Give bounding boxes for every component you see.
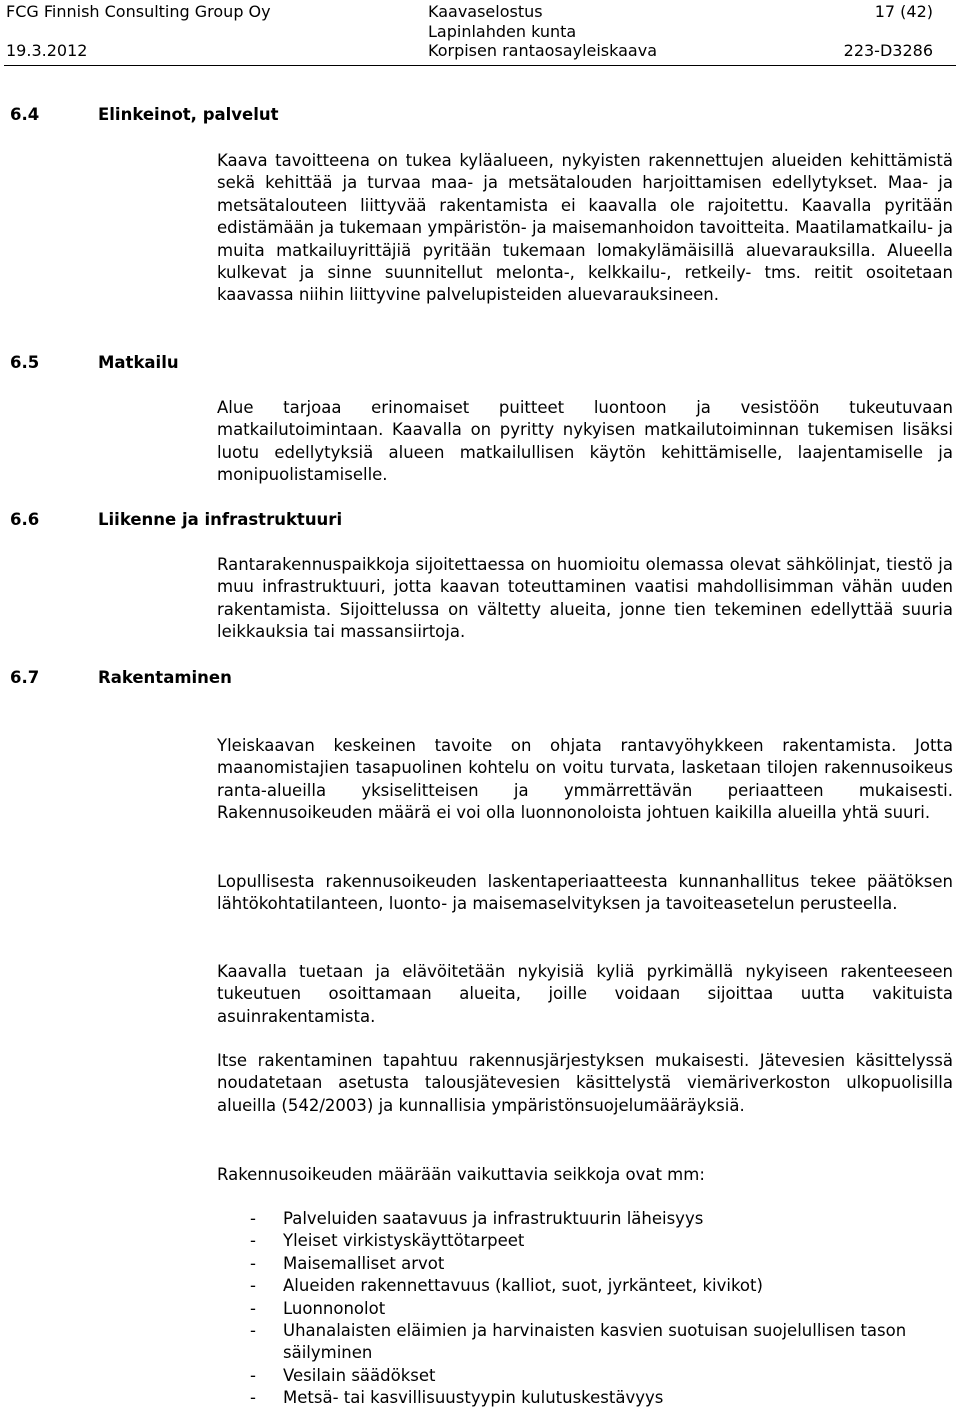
list-item bbox=[217, 1387, 953, 1409]
list-item-text: Uhanalaisten eläimien ja harvinaisten kasvien suotuisan suojelullisen tason säilyminen bbox=[283, 1321, 907, 1363]
section-number: 6.7 bbox=[10, 668, 40, 687]
header-date: 19.3.2012 bbox=[6, 41, 88, 60]
list-item bbox=[217, 1230, 953, 1252]
paragraph: Rakennusoikeuden määrään vaikuttavia seikkoja ovat mm: bbox=[217, 1165, 705, 1184]
list-item-text: Vesilain säädökset bbox=[283, 1365, 436, 1385]
section-heading-matkailu bbox=[10, 352, 179, 374]
list-dash: - bbox=[250, 1209, 256, 1228]
list-item-text: Yleiset virkistyskäyttötarpeet bbox=[283, 1231, 525, 1251]
section-heading-liikenne bbox=[10, 509, 342, 531]
section-number: 6.6 bbox=[10, 510, 40, 529]
list-item bbox=[217, 1320, 953, 1365]
header-divider bbox=[4, 65, 956, 66]
section-number: 6.4 bbox=[10, 105, 40, 124]
section-heading-elinkeinot bbox=[10, 104, 279, 126]
list-dash: - bbox=[250, 1321, 256, 1341]
list-item-text: Palveluiden saatavuus ja infrastruktuurin läheisyys bbox=[283, 1209, 704, 1228]
list-item bbox=[217, 1365, 953, 1387]
list-dash: - bbox=[250, 1365, 256, 1385]
list-dash: - bbox=[250, 1388, 256, 1408]
paragraph: Yleiskaavan keskeinen tavoite on ohjata rantavyöhykkeen rakentamista. Jotta maanomistajien tasapuolinen kohtelu on voitu turvata, lasketaan tilojen rakennusoikeus ranta-alueilla yksiselitteisen ja ymmärrettävän periaatteen mukaisesti. Rakennusoikeuden määrä ei voi olla luonnonoloista johtuen kaikilla alueilla yhtä suuri. bbox=[217, 736, 953, 823]
list-item-text: Metsä- tai kasvillisuustyypin kulutuskestävyys bbox=[283, 1388, 664, 1408]
paragraph: Alue tarjoaa erinomaiset puitteet luontoon ja vesistöön tukeutuvaan matkailutoimintaan. Kaavalla on pyritty nykyisen matkailutoiminnan tukemisen lisäksi luotu edellytyksiä alueen matkailullisen käytön kehittämiselle, laajentamiselle ja monipuolistamiselle. bbox=[217, 398, 953, 485]
paragraph: Kaava tavoitteena on tukea kyläalueen, nykyisten rakennettujen alueiden kehittämistä sekä kehittää ja turvaa maa- ja metsätalouden harjoittamisen edellytykset. Maa- ja metsätalouteen liittyvää rakentamista ei kaavalla ole rajoitettu. Kaavalla pyritään edistämään ja tukemaan ympäristön- ja maisemanhoidon tavoitteita. Maatilamatkailu- ja muita matkailuyrittäjiä pyritään tukemaan lomakylämäisillä aluevarauksilla. Alueella kulkevat ja sinne suunnitellut melonta-, kelkkailu-, retkeily- tms. reitit osoitetaan kaavassa niihin liittyvine palvelupisteiden aluevarauksineen. bbox=[217, 151, 954, 305]
section-title: Matkailu bbox=[98, 353, 179, 372]
paragraph: Rantarakennuspaikkoja sijoitettaessa on huomioitu olemassa olevat sähkölinjat, tiestö ja muu infrastruktuuri, jotta kaavan toteuttaminen vaatisi mahdollisimman vähän uuden rakentamista. Sijoittelussa on vältetty alueita, jonne tien tekeminen edellyttää suuria leikkauksia tai massansiirtoja. bbox=[217, 555, 953, 642]
list-dash: - bbox=[250, 1276, 256, 1296]
list-item bbox=[217, 1208, 953, 1230]
header-municipality: Lapinlahden kunta bbox=[428, 22, 577, 41]
section-title: Elinkeinot, palvelut bbox=[98, 105, 279, 124]
list-item bbox=[217, 1253, 953, 1275]
list-item bbox=[217, 1298, 953, 1320]
paragraph: Itse rakentaminen tapahtuu rakennusjärjestyksen mukaisesti. Jätevesien käsittelyssä noudatetaan asetusta talousjätevesien käsittelystä viemäriverkoston ulkopuolisilla alueilla (542/2003) ja kunnallisia ympäristönsuojelumääräyksiä. bbox=[217, 1051, 953, 1115]
factors-list bbox=[217, 1208, 953, 1410]
section-number: 6.5 bbox=[10, 353, 40, 372]
list-dash: - bbox=[250, 1298, 256, 1318]
header-doc-id: 223-D3286 bbox=[843, 41, 933, 60]
paragraph: Kaavalla tuetaan ja elävöitetään nykyisiä kyliä pyrkimällä nykyiseen rakenteeseen tukeutuen osoittamaan alueita, joille voidaan sijoittaa uutta vakituista asuinrakentamista. bbox=[217, 962, 953, 1026]
header-page-number: 17 (42) bbox=[874, 2, 933, 21]
section-title: Rakentaminen bbox=[98, 668, 232, 687]
paragraph: Lopullisesta rakennusoikeuden laskentaperiaatteesta kunnanhallitus tekee päätöksen lähtökohtatilanteen, luonto- ja maisemaselvityksen ja tavoiteasetelun perusteella. bbox=[217, 872, 953, 914]
header-company: FCG Finnish Consulting Group Oy bbox=[6, 2, 271, 21]
list-dash: - bbox=[250, 1253, 256, 1273]
list-dash: - bbox=[250, 1231, 256, 1251]
section-heading-rakentaminen bbox=[10, 667, 232, 689]
list-item-text: Alueiden rakennettavuus (kalliot, suot, jyrkänteet, kivikot) bbox=[283, 1276, 763, 1296]
list-item bbox=[217, 1275, 953, 1297]
section-title: Liikenne ja infrastruktuuri bbox=[98, 510, 343, 529]
header-doc-type: Kaavaselostus bbox=[428, 2, 543, 21]
header-plan-name: Korpisen rantaosayleiskaava bbox=[428, 41, 658, 60]
list-item-text: Maisemalliset arvot bbox=[283, 1253, 445, 1273]
list-item-text: Luonnonolot bbox=[283, 1298, 386, 1318]
